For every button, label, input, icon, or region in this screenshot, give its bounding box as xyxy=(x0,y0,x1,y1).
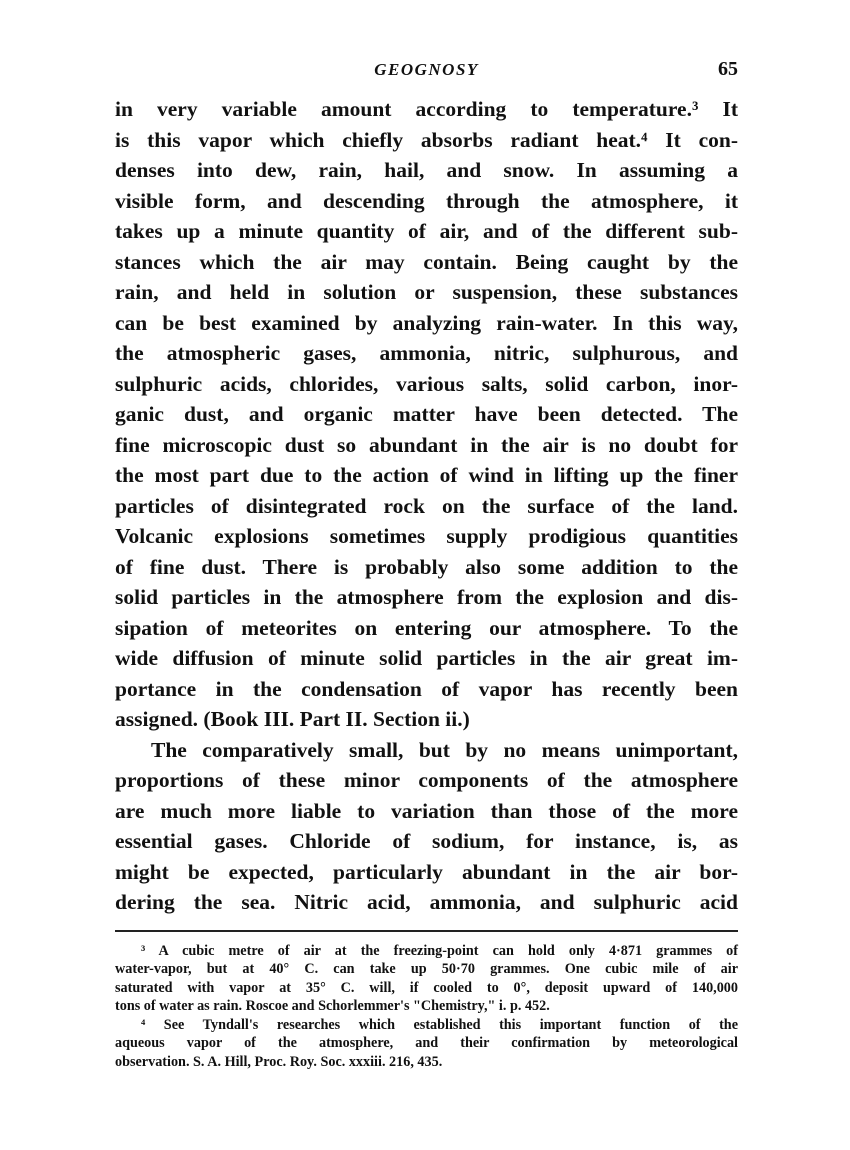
body-line: sulphuric acids, chlorides, various salts, solid carbon, inor- xyxy=(115,371,738,396)
body-text xyxy=(115,94,738,918)
body-line: are much more liable to variation than those of the more xyxy=(115,798,738,823)
body-line: the atmospheric gases, ammonia, nitric, sulphurous, and xyxy=(115,341,738,365)
body-line: solid particles in the atmosphere from the explosion and dis- xyxy=(115,585,738,609)
body-line: proportions of these minor components of the atmosphere xyxy=(115,768,738,792)
footnotes xyxy=(115,942,738,1072)
body-line: of fine dust. There is probably also some addition to the xyxy=(115,554,738,579)
body-line: particles of disintegrated rock on the surface of the land. xyxy=(115,493,738,518)
body-line: can be best examined by analyzing rain-water. In this way, xyxy=(115,310,738,335)
footnote-line: observation. S. A. Hill, Proc. Roy. Soc. xxxiii. 216, 435. xyxy=(115,1053,443,1070)
body-line: The comparatively small, but by no means unimportant, xyxy=(151,737,738,762)
footnote-line: ⁴ See Tyndall's researches which established this important function of the xyxy=(141,1016,738,1033)
footnote-line: tons of water as rain. Roscoe and Schorlemmer's "Chemistry," i. p. 452. xyxy=(115,998,550,1014)
body-line: might be expected, particularly abundant in the air bor- xyxy=(115,859,738,884)
footnote-line: water-vapor, but at 40° C. can take up 50·70 grammes. One cubic mile of air xyxy=(115,961,738,977)
body-line: visible form, and descending through the atmosphere, it xyxy=(115,188,738,213)
running-title: GEOGNOSY xyxy=(374,60,479,79)
body-line: stances which the air may contain. Being caught by the xyxy=(115,249,738,274)
body-line: fine microscopic dust so abundant in the air is no doubt for xyxy=(115,432,738,457)
body-line: essential gases. Chloride of sodium, for instance, is, as xyxy=(115,829,738,853)
footnote-line: saturated with vapor at 35° C. will, if cooled to 0°, deposit upward of 140,000 xyxy=(115,979,738,996)
body-line: assigned. (Book III. Part II. Section ii.) xyxy=(115,707,470,731)
body-line: ganic dust, and organic matter have been detected. The xyxy=(115,402,738,426)
body-line: the most part due to the action of wind in lifting up the finer xyxy=(115,463,738,487)
footnote-line: aqueous vapor of the atmosphere, and their confirmation by meteorological xyxy=(115,1035,738,1051)
body-line: is this vapor which chiefly absorbs radiant heat.⁴ It con- xyxy=(115,127,738,152)
body-line: dering the sea. Nitric acid, ammonia, and sulphuric acid xyxy=(115,890,738,914)
book-page xyxy=(115,56,738,1071)
body-line: denses into dew, rain, hail, and snow. In assuming a xyxy=(115,158,738,182)
body-line: in very variable amount according to temperature.³ It xyxy=(115,97,738,121)
footnote-divider xyxy=(115,930,738,932)
body-line: wide diffusion of minute solid particles in the air great im- xyxy=(115,646,738,670)
body-line: portance in the condensation of vapor has recently been xyxy=(115,676,738,701)
body-line: Volcanic explosions sometimes supply prodigious quantities xyxy=(115,524,738,548)
page-number: 65 xyxy=(718,58,738,80)
body-line: takes up a minute quantity of air, and of the different sub- xyxy=(115,219,738,243)
footnote-line: ³ A cubic metre of air at the freezing-point can hold only 4·871 grammes of xyxy=(141,942,738,959)
body-line: rain, and held in solution or suspension, these substances xyxy=(115,280,738,304)
running-head xyxy=(115,56,738,88)
body-line: sipation of meteorites on entering our atmosphere. To the xyxy=(115,615,738,640)
